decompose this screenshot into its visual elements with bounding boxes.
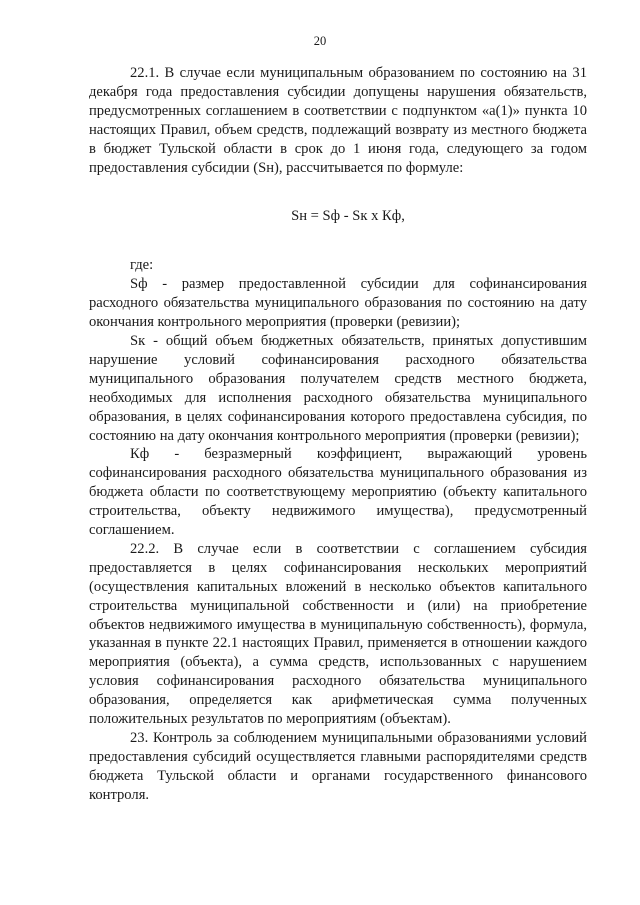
paragraph-22-2: 22.2. В случае если в соответствии с соглашением субсидия предоставляется в целях софинансирования нескольких мероприятий (осуществления капитальных вложений в несколько объектов капитального строительства муниципальной собственности и (или) на приобретение объектов недвижимого имущества в муниципальную собственность), формула, указанная в пункте 22.1 настоящих Правил, применяется в отношении каждого мероприятия (объекта), а сумма средств, использованных с нарушением условия софинансирования расходного обязательства муниципального образования, определяется как арифметическая сумма полученных положительных результатов по мероприятиям (объектам). [89,540,587,728]
definition-sk: Sк - общий объем бюджетных обязательств, принятых допустившим нарушение условий софинансирования расходного обязательства муниципального образования получателем средств местного бюджета, необходимых для исполнения расходного обязательства муниципального образования, в целях софинансирования которого предоставлена субсидия, по состоянию на дату окончания контрольного мероприятия (проверки (ревизии); [89,332,587,444]
where-label: где: [130,257,154,274]
paragraph-22-1: 22.1. В случае если муниципальным образованием по состоянию на 31 декабря года предоставления субсидии допущены нарушения обязательств, предусмотренных соглашением в соответствии с подпунктом «а(1)» пункта 10 настоящих Правил, объем средств, подлежащий возврату из местного бюджета в бюджет Тульской области в срок до 1 июня года, следующего за годом предоставления субсидии (Sн), рассчитывается по формуле: [89,65,587,176]
document-body [89,64,587,805]
definition-sf: Sф - размер предоставленной субсидии для софинансирования расходного обязательства муниципального образования по состоянию на дату окончания контрольного мероприятия (проверки (ревизии); [89,276,587,331]
page-number: 20 [313,34,327,48]
definition-kf: Кф - безразмерный коэффициент, выражающий уровень софинансирования расходного обязательства муниципального образования из бюджета области по соответствующему мероприятию (объекту капитального строительства, объекту недвижимого имущества), предусмотренный соглашением. [89,446,587,539]
formula: Sн = Sф - Sк x Кф, [291,208,405,225]
paragraph-23: 23. Контроль за соблюдением муниципальными образованиями условий предоставления субсидий осуществляется главными распорядителями средств бюджета Тульской области и органами государственного финансового контроля. [89,730,587,803]
